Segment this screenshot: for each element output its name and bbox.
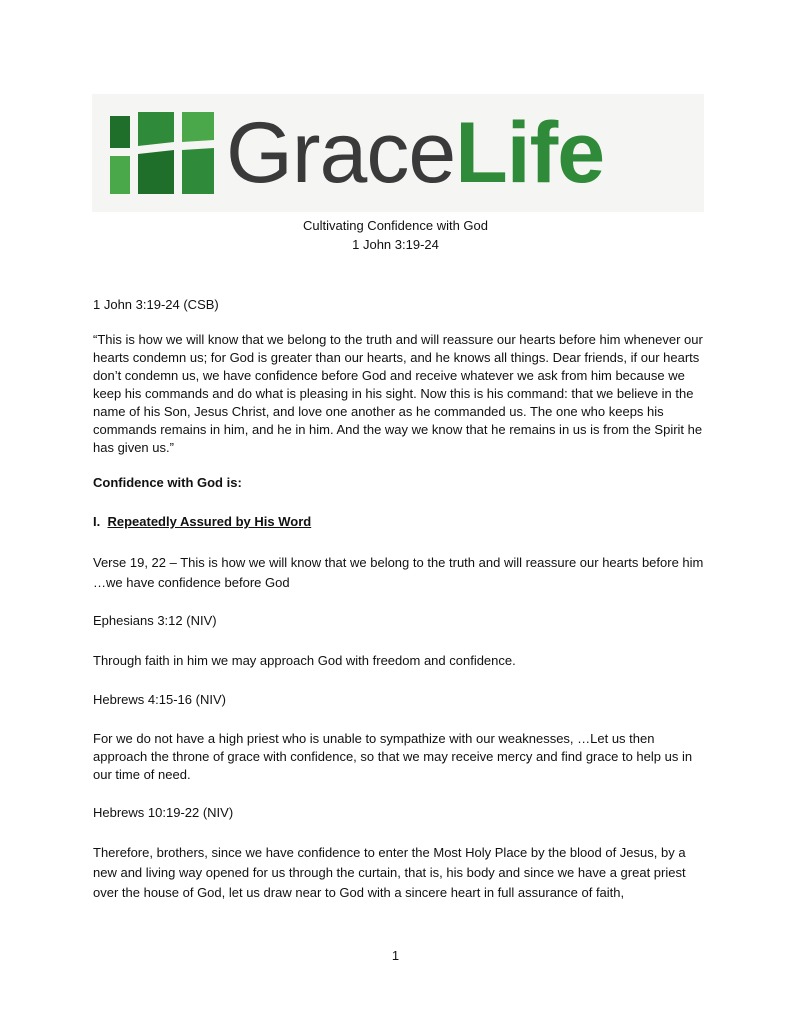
logo-word-grace: Grace	[226, 105, 456, 201]
hebrews10-text: Therefore, brothers, since we have confidence to enter the Most Holy Place by the blood of Jesus, by a new and living way opened for us through the curtain, that is, his body and since we have a great priest over the house of God, let us draw near to God with a sincere heart in full assurance of faith,	[93, 845, 686, 900]
point-heading	[93, 513, 705, 531]
hebrews4-reference: Hebrews 4:15-16 (NIV)	[93, 692, 226, 707]
point-number: I.	[93, 514, 101, 529]
logo-word-life: Life	[455, 105, 605, 201]
scripture-reference: 1 John 3:19-24	[352, 237, 439, 252]
point-title: Repeatedly Assured by His Word	[107, 514, 312, 529]
passage-text: “This is how we will know that we belong to the truth and will reassure our hearts before him whenever our hearts condemn us; for God is greater than our hearts, and he knows all things. Dear friends, if our hearts don’t condemn us, we have confidence before God and receive whatever we ask from him because we keep his commands and do what is pleasing in his sight. Now this is his command: that we believe in the name of his Son, Jesus Christ, and love one another as he commanded us. The one who keeps his commands remains in him, and he in him. And the way we know that he remains in us is from the Spirit he has given us.”	[93, 332, 703, 455]
logo-wordmark	[226, 98, 604, 208]
gracelife-cross-logo-icon	[110, 112, 214, 194]
hebrews4-text: For we do not have a high priest who is unable to sympathize with our weaknesses, …Let us then approach the throne of grace with confidence, so that we may receive mercy and find grace to help us in our time of need.	[93, 731, 693, 782]
section-heading: Confidence with God is:	[93, 475, 242, 490]
page-number: 1	[391, 948, 400, 963]
verse-note: Verse 19, 22 – This is how we will know that we belong to the truth and will reassure our hearts before him …we have confidence before God	[93, 555, 704, 590]
passage-reference: 1 John 3:19-24 (CSB)	[93, 297, 219, 312]
ephesians-reference: Ephesians 3:12 (NIV)	[93, 613, 217, 628]
ephesians-text: Through faith in him we may approach God with freedom and confidence.	[93, 653, 516, 668]
hebrews10-reference: Hebrews 10:19-22 (NIV)	[93, 805, 234, 820]
document-header	[0, 216, 791, 254]
document-title: Cultivating Confidence with God	[303, 218, 488, 233]
